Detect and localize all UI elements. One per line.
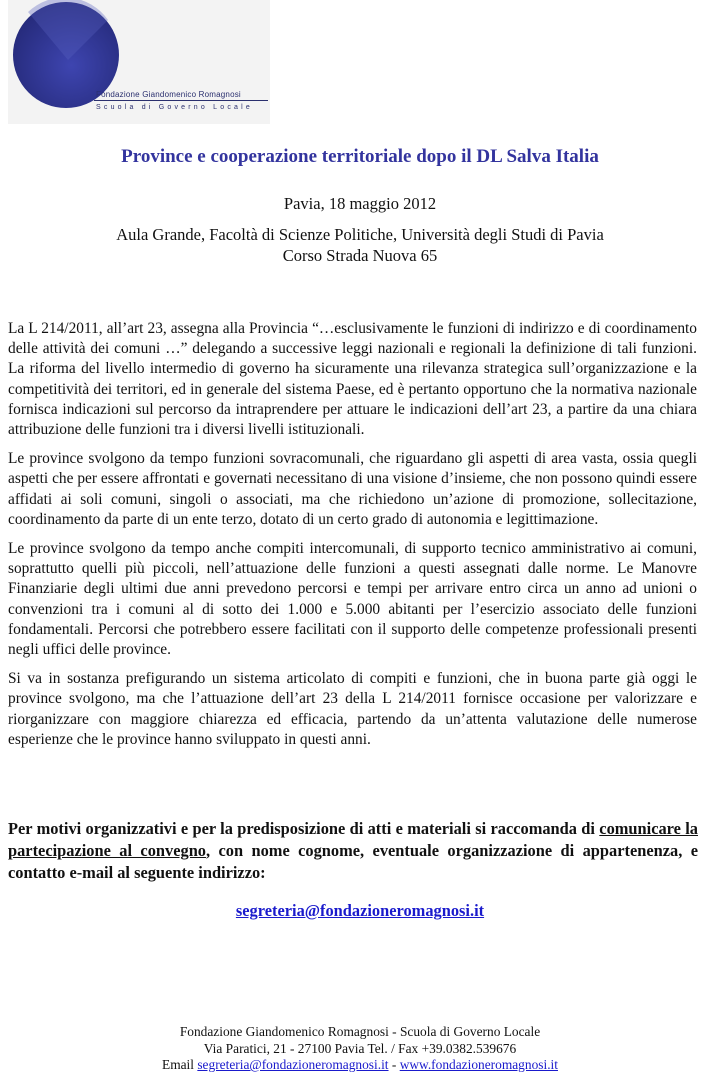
logo-divider (94, 100, 268, 101)
paragraph: Le province svolgono da tempo anche compiti intercomunali, di supporto tecnico amministrativo ai comuni, soprattutto quelli più piccoli, nell’attuazione delle funzioni a questi assegnati dalle norme. Le Manovre Finanziarie degli ultimi due anni prevedono percorsi e tempi per arrivare entro circa un anno ad unioni o convenzioni tra i comuni al di sotto dei 1.000 e 5.000 abitanti per l’esercizio associato delle funzioni fondamentali. Percorsi che potrebbero essere facilitati con il supporto delle competenze professionali presenti negli uffici delle province. (8, 540, 697, 659)
paragraph: Le province svolgono da tempo funzioni sovracomunali, che riguardano gli aspetti di area vasta, ossia quegli aspetti che per essere affrontati e governati necessitano di una visione d’insieme, che non possono quindi essere affidati ai soli comuni, singoli o associati, ma che richiedono un’azione di promozione, sollecitazione, coordinamento da parte di un ente terzo, dotato di un certo grado di autonomia e legittimazione. (8, 450, 697, 528)
contact-email-link[interactable]: segreteria@fondazioneromagnosi.it (235, 901, 485, 920)
footer-address: Via Paratici, 21 - 27100 Pavia Tel. / Fax +39.0382.539676 (203, 1040, 517, 1056)
notice-underlined-text: comunicare la partecipazione al convegno (8, 819, 698, 860)
footer-email-link[interactable]: segreteria@fondazioneromagnosi.it (197, 1057, 389, 1072)
logo-foundation-name: Fondazione Giandomenico Romagnosi (96, 90, 241, 99)
footer-organization: Fondazione Giandomenico Romagnosi - Scuola di Governo Locale (179, 1024, 541, 1039)
logo (8, 0, 270, 124)
paragraph: Si va in sostanza prefigurando un sistema articolato di compiti e funzioni, che in buona parte già oggi le province svolgono, ma che l’attuazione dell’art 23 della L 214/2011 fornisce occasione per valorizzare e riorganizzare con maggiore chiarezza ed efficacia, partendo da un’attenta valutazione delle numerose esperienze che le province hanno sviluppato in questi anni. (8, 670, 697, 748)
contact-email-container (0, 901, 720, 921)
paragraph: La L 214/2011, all’art 23, assegna alla Provincia “…esclusivamente le funzioni di indirizzo e di coordinamento delle attività dei comuni …” delegando a successive leggi nazionali e regionali la definizione di tali funzioni. La riforma del livello intermedio di governo ha sicuramente una rilevanza strategica sull’organizzazione e la competitività dei territori, ed in generale del sistema Paese, ed è pertanto opportuno che la normativa nazionale fornisca indicazioni sul percorso da intraprendere per attuare le indicazioni dell’art 23, a partire da una chiara attribuzione delle funzioni tra i diversi livelli istituzionali. (8, 320, 697, 439)
registration-notice (8, 818, 698, 884)
footer-email-label: Email (162, 1057, 198, 1072)
event-venue: Aula Grande, Facoltà di Scienze Politiche, Università degli Studi di Pavia (116, 225, 604, 244)
event-date: Pavia, 18 maggio 2012 (283, 194, 437, 213)
event-address: Corso Strada Nuova 65 (282, 246, 438, 265)
page-title: Province e cooperazione territoriale dopo il DL Salva Italia (121, 146, 599, 167)
notice-text: Per motivi organizzativi e per la predisposizione di atti e materiali si raccomanda di (8, 819, 600, 838)
footer (0, 1024, 720, 1074)
notice-text: , con nome cognome, eventuale organizzazione di appartenenza, e contatto e-mail al seguente indirizzo: (8, 841, 698, 882)
body-text (8, 319, 697, 759)
footer-separator: - (388, 1057, 400, 1072)
footer-contacts (0, 1057, 720, 1074)
footer-website-link[interactable]: www.fondazioneromagnosi.it (399, 1057, 558, 1072)
logo-school-name: Scuola di Governo Locale (96, 104, 253, 111)
